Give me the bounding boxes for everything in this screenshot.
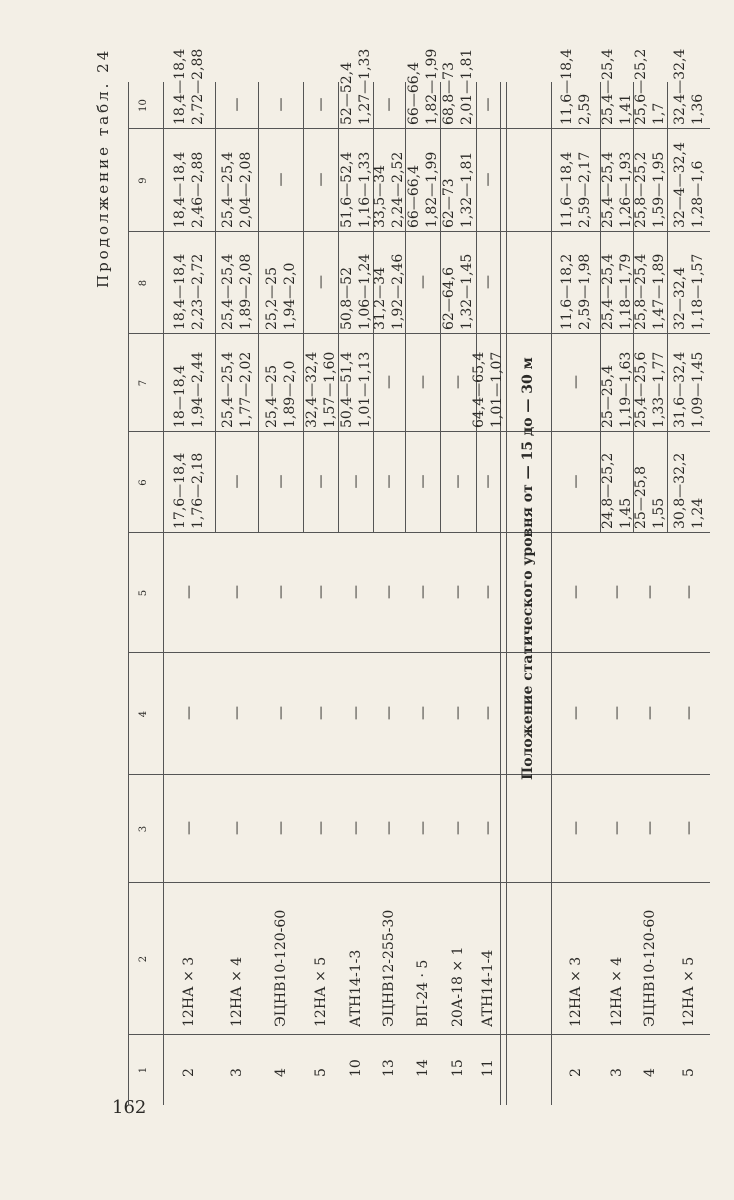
row-number: 11	[480, 1059, 496, 1077]
cell-value: —	[312, 172, 329, 187]
pump-name: АТН14-1-4	[480, 949, 496, 1027]
cell-value: —	[381, 97, 397, 112]
pump-name: 12НА × 3	[567, 956, 584, 1027]
cell-dash: —	[450, 706, 466, 720]
pump-name: 12НА × 5	[312, 956, 329, 1027]
cell-value: —	[480, 97, 496, 112]
cell-value: 1,92—2,46	[390, 253, 406, 330]
cell-value: 32—32,4	[671, 267, 688, 330]
cell-value: 66—66,4	[405, 165, 422, 228]
cell-value: 50,4—51,4	[338, 351, 355, 428]
cell-dash: —	[450, 585, 466, 599]
row-number: 15	[450, 1059, 466, 1077]
cell-dash: —	[347, 706, 364, 720]
cell-value: 1,57—1,60	[321, 351, 338, 428]
cell-value: 2,46—2,88	[190, 151, 206, 228]
cell-value: 1,28—1,6	[689, 160, 706, 228]
table-rule	[476, 82, 477, 533]
cell-value: 18,4—18,4	[172, 253, 188, 330]
pump-name: 12НА × 3	[181, 956, 197, 1027]
cell-value: 1,76—2,18	[190, 452, 206, 529]
cell-value: —	[567, 375, 584, 389]
cell-dash: —	[228, 585, 245, 599]
cell-dash: —	[181, 821, 197, 835]
cell-value: 1,09—1,45	[689, 351, 706, 428]
cell-value: 25,8—25,4	[633, 253, 649, 330]
cell-value: —	[480, 275, 496, 289]
table-rule	[215, 82, 216, 533]
cell-value: —	[480, 474, 496, 489]
cell-dash: —	[608, 821, 625, 835]
cell-value: 11,6—18,2	[558, 253, 575, 330]
pump-name: ЭЦНВ12-255-30	[381, 909, 397, 1027]
cell-value: 1,89—2,0	[281, 360, 298, 428]
cell-value: 25,4—25,6	[633, 351, 649, 428]
cell-dash: —	[414, 585, 431, 599]
column-number: 2	[138, 955, 149, 963]
cell-value: 52—52,4	[338, 62, 355, 125]
cell-value: 31,2—34	[372, 267, 388, 330]
column-number: 7	[138, 379, 149, 387]
cell-value: 1,82—1,99	[423, 151, 440, 228]
cell-dash: —	[272, 821, 289, 835]
cell-value: —	[450, 375, 466, 389]
cell-dash: —	[414, 706, 431, 720]
cell-value: 1,55	[651, 497, 667, 529]
cell-dash: —	[181, 585, 197, 599]
cell-dash: —	[450, 821, 466, 835]
cell-value: 2,59	[576, 93, 593, 125]
cell-value: 1,18—1,79	[617, 253, 634, 330]
row-number: 4	[642, 1068, 658, 1077]
cell-value: —	[414, 375, 431, 389]
cell-dash: —	[480, 585, 496, 599]
cell-value: 25,6—25,2	[633, 48, 649, 125]
row-number: 14	[414, 1059, 431, 1077]
cell-dash: —	[312, 585, 329, 599]
pump-name: 20А-18 × 1	[450, 946, 466, 1027]
cell-value: 64,4—65,4	[471, 351, 487, 428]
pump-name: ВП-24 · 5	[414, 959, 431, 1027]
table-rule	[500, 82, 501, 1105]
column-number: 6	[138, 479, 149, 486]
cell-value: 66—66,4	[405, 62, 422, 125]
column-number: 9	[138, 177, 149, 184]
row-number: 13	[381, 1059, 397, 1077]
table-rule	[506, 82, 507, 1105]
cell-dash: —	[608, 585, 625, 599]
cell-value: 2,01—1,81	[459, 48, 475, 125]
table-rule	[128, 652, 710, 653]
cell-value: 25,4—25,4	[219, 351, 236, 428]
cell-value: —	[381, 375, 397, 389]
cell-value: 25—25,4	[599, 365, 616, 428]
cell-value: —	[381, 474, 397, 489]
cell-value: 25,2—25	[263, 267, 280, 330]
row-number: 10	[347, 1059, 364, 1077]
cell-value: 1,19—1,63	[617, 351, 634, 428]
pump-name: ЭЦНВ10-120-60	[642, 909, 658, 1027]
column-number: 4	[138, 710, 149, 718]
column-number: 10	[138, 99, 149, 112]
cell-dash: —	[480, 821, 496, 835]
cell-value: —	[347, 474, 364, 489]
cell-value: 2,23—2,72	[190, 253, 206, 330]
cell-value: 1,36	[689, 93, 706, 125]
cell-value: 32,4—32,4	[303, 351, 320, 428]
cell-value: 11,6—18,4	[558, 151, 575, 228]
table-rule	[128, 882, 710, 883]
cell-value: —	[312, 97, 329, 112]
cell-value: 1,32—1,81	[459, 151, 475, 228]
cell-value: 32,4—32,4	[671, 48, 688, 125]
table-rule	[163, 82, 164, 1105]
row-number: 5	[680, 1068, 697, 1077]
cell-dash: —	[272, 706, 289, 720]
cell-value: 1,16—1,33	[356, 151, 373, 228]
cell-value: 32—4—32,4	[671, 142, 688, 228]
cell-value: 2,72—2,88	[190, 48, 206, 125]
cell-value: 18—18,4	[172, 365, 188, 428]
column-number: 8	[138, 279, 149, 287]
cell-value: 1,32—1,45	[459, 253, 475, 330]
row-number: 2	[181, 1068, 197, 1077]
cell-dash: —	[312, 821, 329, 835]
row-number: 3	[608, 1068, 625, 1077]
continuation-title: Продолжение табл. 24	[94, 47, 112, 288]
column-number: 3	[138, 825, 149, 833]
cell-dash: —	[312, 706, 329, 720]
cell-value: 2,24—2,52	[390, 151, 406, 228]
cell-value: 1,01—1,07	[489, 351, 505, 428]
cell-value: 25,4—25,4	[599, 253, 616, 330]
row-number: 4	[272, 1068, 289, 1077]
cell-dash: —	[680, 706, 697, 720]
cell-value: —	[414, 275, 431, 289]
cell-value: —	[480, 172, 496, 187]
pump-name: 12НА × 4	[228, 956, 245, 1027]
table-rule	[128, 1034, 710, 1035]
table-rule	[258, 82, 259, 533]
cell-value: 30,8—32,2	[671, 452, 688, 529]
cell-dash: —	[642, 706, 658, 720]
cell-dash: —	[347, 585, 364, 599]
cell-dash: —	[567, 821, 584, 835]
cell-dash: —	[567, 585, 584, 599]
cell-value: 11,6—18,4	[558, 48, 575, 125]
cell-value: 1,33—1,77	[651, 351, 667, 428]
cell-dash: —	[381, 821, 397, 835]
row-number: 5	[312, 1068, 329, 1077]
cell-dash: —	[642, 585, 658, 599]
cell-value: 1,18—1,57	[689, 253, 706, 330]
table-rule	[128, 774, 710, 775]
cell-value: —	[272, 172, 289, 187]
cell-value: 1,47—1,89	[651, 253, 667, 330]
table-rule	[128, 82, 129, 1105]
cell-value: 1,45	[617, 497, 634, 529]
cell-value: 25,8—25,2	[633, 151, 649, 228]
cell-value: —	[272, 97, 289, 112]
cell-value: —	[567, 474, 584, 489]
cell-value: 25,4—25,4	[599, 48, 616, 125]
cell-dash: —	[680, 821, 697, 835]
cell-value: 2,59—2,17	[576, 151, 593, 228]
cell-dash: —	[608, 706, 625, 720]
section-heading: Положение статического уровня от — 15 до — 30 м	[520, 357, 536, 780]
cell-value: 2,04—2,08	[237, 151, 254, 228]
cell-dash: —	[381, 706, 397, 720]
column-number: 5	[138, 589, 149, 597]
cell-value: 1,06—1,24	[356, 253, 373, 330]
cell-value: 1,89—2,08	[237, 253, 254, 330]
cell-value: 17,6—18,4	[172, 452, 188, 529]
row-number: 3	[228, 1068, 245, 1077]
cell-value: —	[312, 474, 329, 489]
page-number: 162	[112, 1097, 147, 1118]
cell-value: 1,27—1,33	[356, 48, 373, 125]
cell-value: 25,4—25,4	[219, 253, 236, 330]
cell-value: 51,6—52,4	[338, 151, 355, 228]
cell-dash: —	[181, 706, 197, 720]
cell-dash: —	[480, 706, 496, 720]
cell-value: —	[228, 474, 245, 489]
cell-value: 33,5—34	[372, 165, 388, 228]
cell-value: 50,8—52	[338, 267, 355, 330]
cell-dash: —	[414, 821, 431, 835]
cell-value: 68,8—73	[441, 62, 457, 125]
cell-value: 25,4—25,4	[599, 151, 616, 228]
cell-value: 1,59—1,95	[651, 151, 667, 228]
pump-name: 12НА × 4	[608, 956, 625, 1027]
cell-value: 1,41	[617, 93, 634, 125]
cell-value: 1,94—2,44	[190, 351, 206, 428]
cell-value: 1,24	[689, 497, 706, 529]
cell-value: 1,82—1,99	[423, 48, 440, 125]
cell-value: 25—25,8	[633, 466, 649, 529]
cell-value: 25,4—25	[263, 365, 280, 428]
cell-value: 24,8—25,2	[599, 452, 616, 529]
row-number: 2	[567, 1068, 584, 1077]
table-rule	[303, 82, 304, 533]
cell-dash: —	[228, 706, 245, 720]
cell-dash: —	[642, 821, 658, 835]
cell-dash: —	[347, 821, 364, 835]
cell-value: 1,01—1,13	[356, 351, 373, 428]
table-rule	[551, 82, 552, 1105]
cell-value: 1,26—1,93	[617, 151, 634, 228]
cell-dash: —	[381, 585, 397, 599]
cell-dash: —	[567, 706, 584, 720]
cell-value: 25,4—25,4	[219, 151, 236, 228]
cell-dash: —	[680, 585, 697, 599]
cell-value: 31,6—32,4	[671, 351, 688, 428]
cell-value: 18,4—18,4	[172, 48, 188, 125]
cell-value: —	[414, 474, 431, 489]
cell-value: —	[228, 97, 245, 112]
cell-value: —	[272, 474, 289, 489]
pump-name: ЭЦНВ10-120-60	[272, 909, 289, 1027]
cell-value: 62—73	[441, 178, 457, 228]
column-number: 1	[138, 1066, 149, 1074]
pump-name: АТН14-1-3	[347, 949, 364, 1027]
cell-value: 2,59—1,98	[576, 253, 593, 330]
cell-value: 18,4—18,4	[172, 151, 188, 228]
cell-value: 1,7	[651, 102, 667, 125]
cell-dash: —	[272, 585, 289, 599]
cell-value: —	[312, 275, 329, 289]
cell-value: 1,77—2,02	[237, 351, 254, 428]
pump-name: 12НА × 5	[680, 956, 697, 1027]
cell-dash: —	[228, 821, 245, 835]
cell-value: —	[450, 474, 466, 489]
cell-value: 62—64,6	[441, 267, 457, 330]
cell-value: 1,94—2,0	[281, 262, 298, 330]
